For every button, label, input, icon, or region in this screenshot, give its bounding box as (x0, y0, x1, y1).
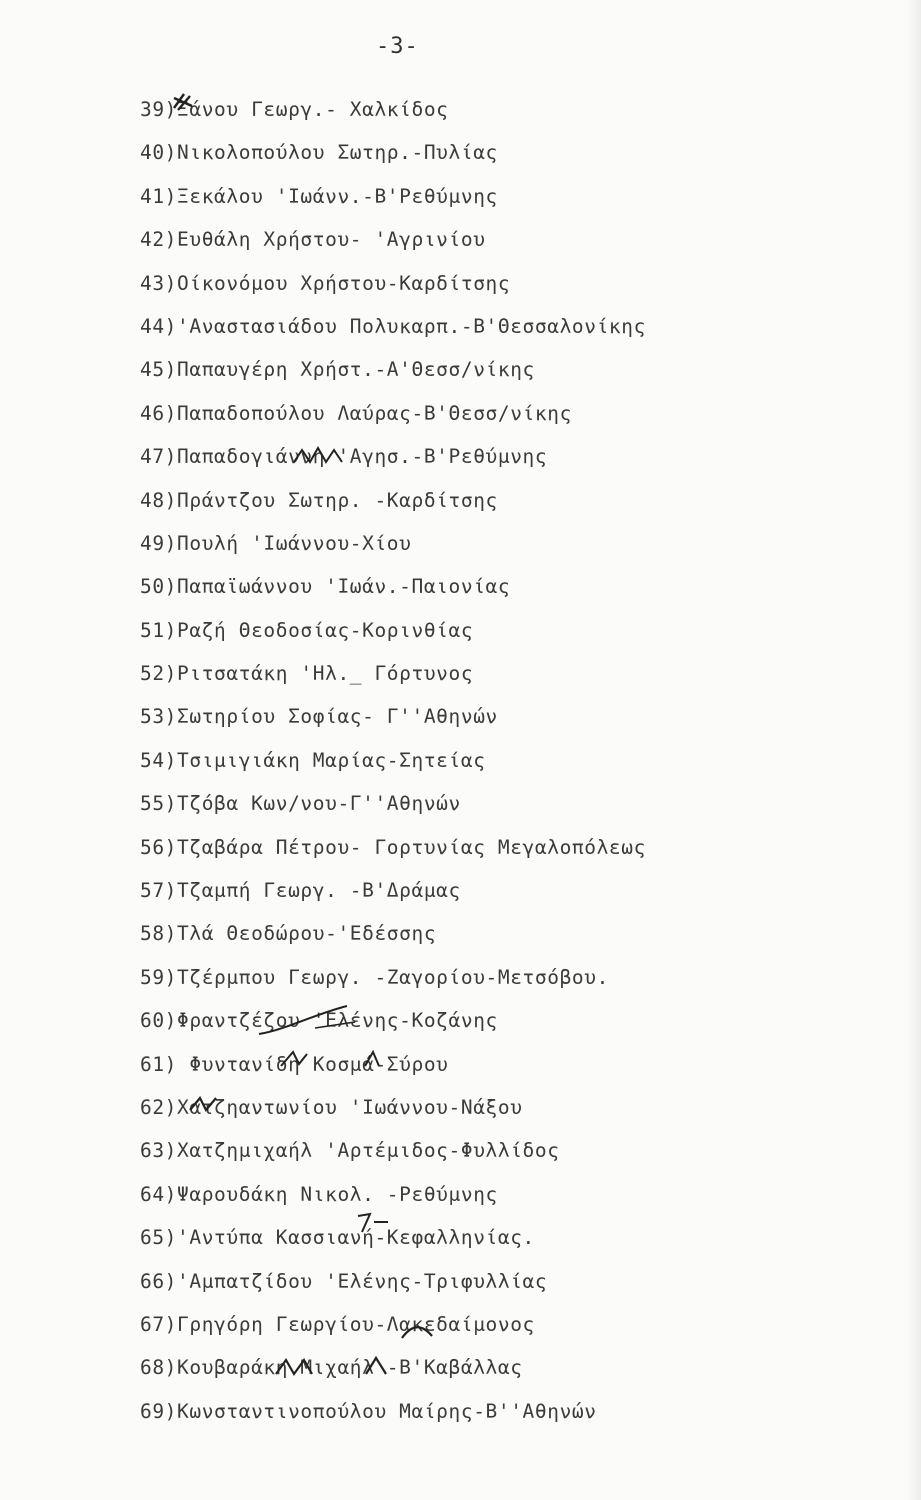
entry-number: 49) (140, 531, 178, 555)
list-item (140, 956, 646, 999)
entry-number: 41) (140, 184, 178, 208)
list-item (140, 1346, 646, 1389)
entry-number: 51) (140, 618, 178, 642)
entry-text: Ψαρουδάκη Νικολ. -Ρεθύμνης (177, 1182, 498, 1206)
entry-text: Πουλή 'Ιωάννου-Χίου (177, 531, 412, 555)
name-list (140, 88, 646, 1433)
entry-text: Ευθάλη Χρήστου- 'Αγρινίου (177, 228, 486, 252)
entry-number: 69) (140, 1399, 178, 1423)
entry-number: 50) (140, 575, 178, 599)
entry-text: Οίκονόμου Χρήστου-Καρδίτσης (177, 271, 511, 295)
entry-number: 62) (140, 1095, 178, 1119)
entry-text: Φραντζέζου 'Ελένης-Κοζάνης (177, 1009, 498, 1033)
list-item (140, 175, 646, 218)
list-item (140, 565, 646, 608)
list-item (140, 1043, 646, 1086)
entry-text: Τλά Θεοδώρου-'Εδέσσης (177, 922, 437, 946)
entry-number: 63) (140, 1139, 178, 1163)
entry-text: Τσιμιγιάκη Μαρίας-Σητείας (177, 748, 486, 772)
entry-number: 60) (140, 1009, 178, 1033)
list-item (140, 869, 646, 912)
list-item (140, 826, 646, 869)
list-item (140, 392, 646, 435)
entry-text: Ραζή Θεοδοσίας-Κορινθίας (177, 618, 474, 642)
list-item (140, 218, 646, 261)
entry-text: Παπαδοπούλου Λαύρας-Β'Θεσσ/νίκης (177, 401, 572, 425)
entry-number: 57) (140, 879, 178, 903)
entry-text: Τζόβα Κων/νου-Γ''Αθηνών (177, 792, 461, 816)
entry-text: 'Αναστασιάδου Πολυκαρπ.-Β'Θεσσαλονίκης (177, 314, 646, 338)
entry-number: 46) (140, 401, 178, 425)
entry-number: 48) (140, 488, 178, 512)
entry-text: Ριτσατάκη 'Ηλ._ Γόρτυνος (177, 662, 474, 686)
list-item (140, 1173, 646, 1216)
entry-text: Χατζημιχαήλ 'Αρτέμιδος-Φυλλίδος (177, 1139, 560, 1163)
entry-text: Σωτηρίου Σοφίας- Γ''Αθηνών (177, 705, 498, 729)
list-item (140, 522, 646, 565)
entry-number: 56) (140, 835, 178, 859)
entry-text: Γρηγόρη Γεωργίου-Λακεδαίμονος (177, 1312, 535, 1336)
entry-text: Ξάνου Γεωργ.- Χαλκίδος (177, 98, 449, 121)
list-item (140, 695, 646, 738)
list-item (140, 348, 646, 391)
entry-number: 53) (140, 705, 178, 729)
entry-text: 'Αμπατζίδου 'Ελένης-Τριφυλλίας (177, 1269, 548, 1293)
list-item (140, 1216, 646, 1259)
list-item (140, 782, 646, 825)
list-item (140, 652, 646, 695)
entry-number: 44) (140, 314, 178, 338)
entry-number: 68) (140, 1356, 178, 1380)
entry-text: Τζέρμπου Γεωργ. -Ζαγορίου-Μετσόβου. (177, 965, 609, 989)
list-item (140, 999, 646, 1042)
list-item (140, 305, 646, 348)
entry-text: Νικολοπούλου Σωτηρ.-Πυλίας (177, 141, 498, 165)
list-item (140, 739, 646, 782)
page-number: -3- (376, 34, 419, 59)
entry-text: Παπαδογιάννη 'Αγησ.-Β'Ρεθύμνης (177, 445, 548, 469)
entry-number: 52) (140, 662, 178, 686)
list-item (140, 262, 646, 305)
entry-number: 66) (140, 1269, 178, 1293)
list-item (140, 131, 646, 174)
entry-number: 61) (140, 1052, 178, 1076)
entry-text: Τζαβάρα Πέτρου- Γορτυνίας Μεγαλοπόλεως (177, 835, 646, 859)
list-item (140, 1086, 646, 1129)
entry-number: 65) (140, 1226, 178, 1250)
entry-number: 40) (140, 141, 178, 165)
entry-number: 67) (140, 1312, 178, 1336)
entry-number: 45) (140, 358, 178, 382)
list-item (140, 88, 646, 131)
list-item (140, 1129, 646, 1172)
list-item (140, 912, 646, 955)
list-item (140, 435, 646, 478)
entry-text: Τζαμπή Γεωργ. -Β'Δράμας (177, 879, 461, 903)
entry-number: 47) (140, 445, 178, 469)
entry-number: 43) (140, 271, 178, 295)
list-item (140, 479, 646, 522)
entry-text: Παπαυγέρη Χρήστ.-Α'Θεσσ/νίκης (177, 358, 535, 382)
entry-number: 55) (140, 792, 178, 816)
page-edge-shadow (907, 0, 921, 1500)
entry-text: 'Αντύπα Κασσιανή-Κεφαλληνίας. (177, 1226, 535, 1250)
entry-number: 58) (140, 922, 178, 946)
entry-text: Κουβαράκη Μιχαήλ -Β'Καβάλλας (177, 1356, 523, 1380)
entry-text: Παπαϊωάννου 'Ιωάν.-Παιονίας (177, 575, 511, 599)
entry-text: Ξεκάλου 'Ιωάνν.-Β'Ρεθύμνης (177, 184, 498, 208)
list-item (140, 1303, 646, 1346)
entry-number: 59) (140, 965, 178, 989)
entry-text: Κωνσταντινοπούλου Μαίρης-Β''Αθηνών (177, 1399, 597, 1423)
entry-number: 39) (140, 98, 178, 121)
entry-text: Χατζηαντωνίου 'Ιωάννου-Νάξου (177, 1095, 523, 1119)
entry-number: 42) (140, 228, 178, 252)
entry-text: Φυντανίδη Κοσμά-Σύρου (177, 1052, 449, 1076)
list-item (140, 1390, 646, 1433)
entry-text: Πράντζου Σωτηρ. -Καρδίτσης (177, 488, 498, 512)
list-item (140, 1260, 646, 1303)
entry-number: 54) (140, 748, 178, 772)
list-item (140, 609, 646, 652)
entry-number: 64) (140, 1182, 178, 1206)
